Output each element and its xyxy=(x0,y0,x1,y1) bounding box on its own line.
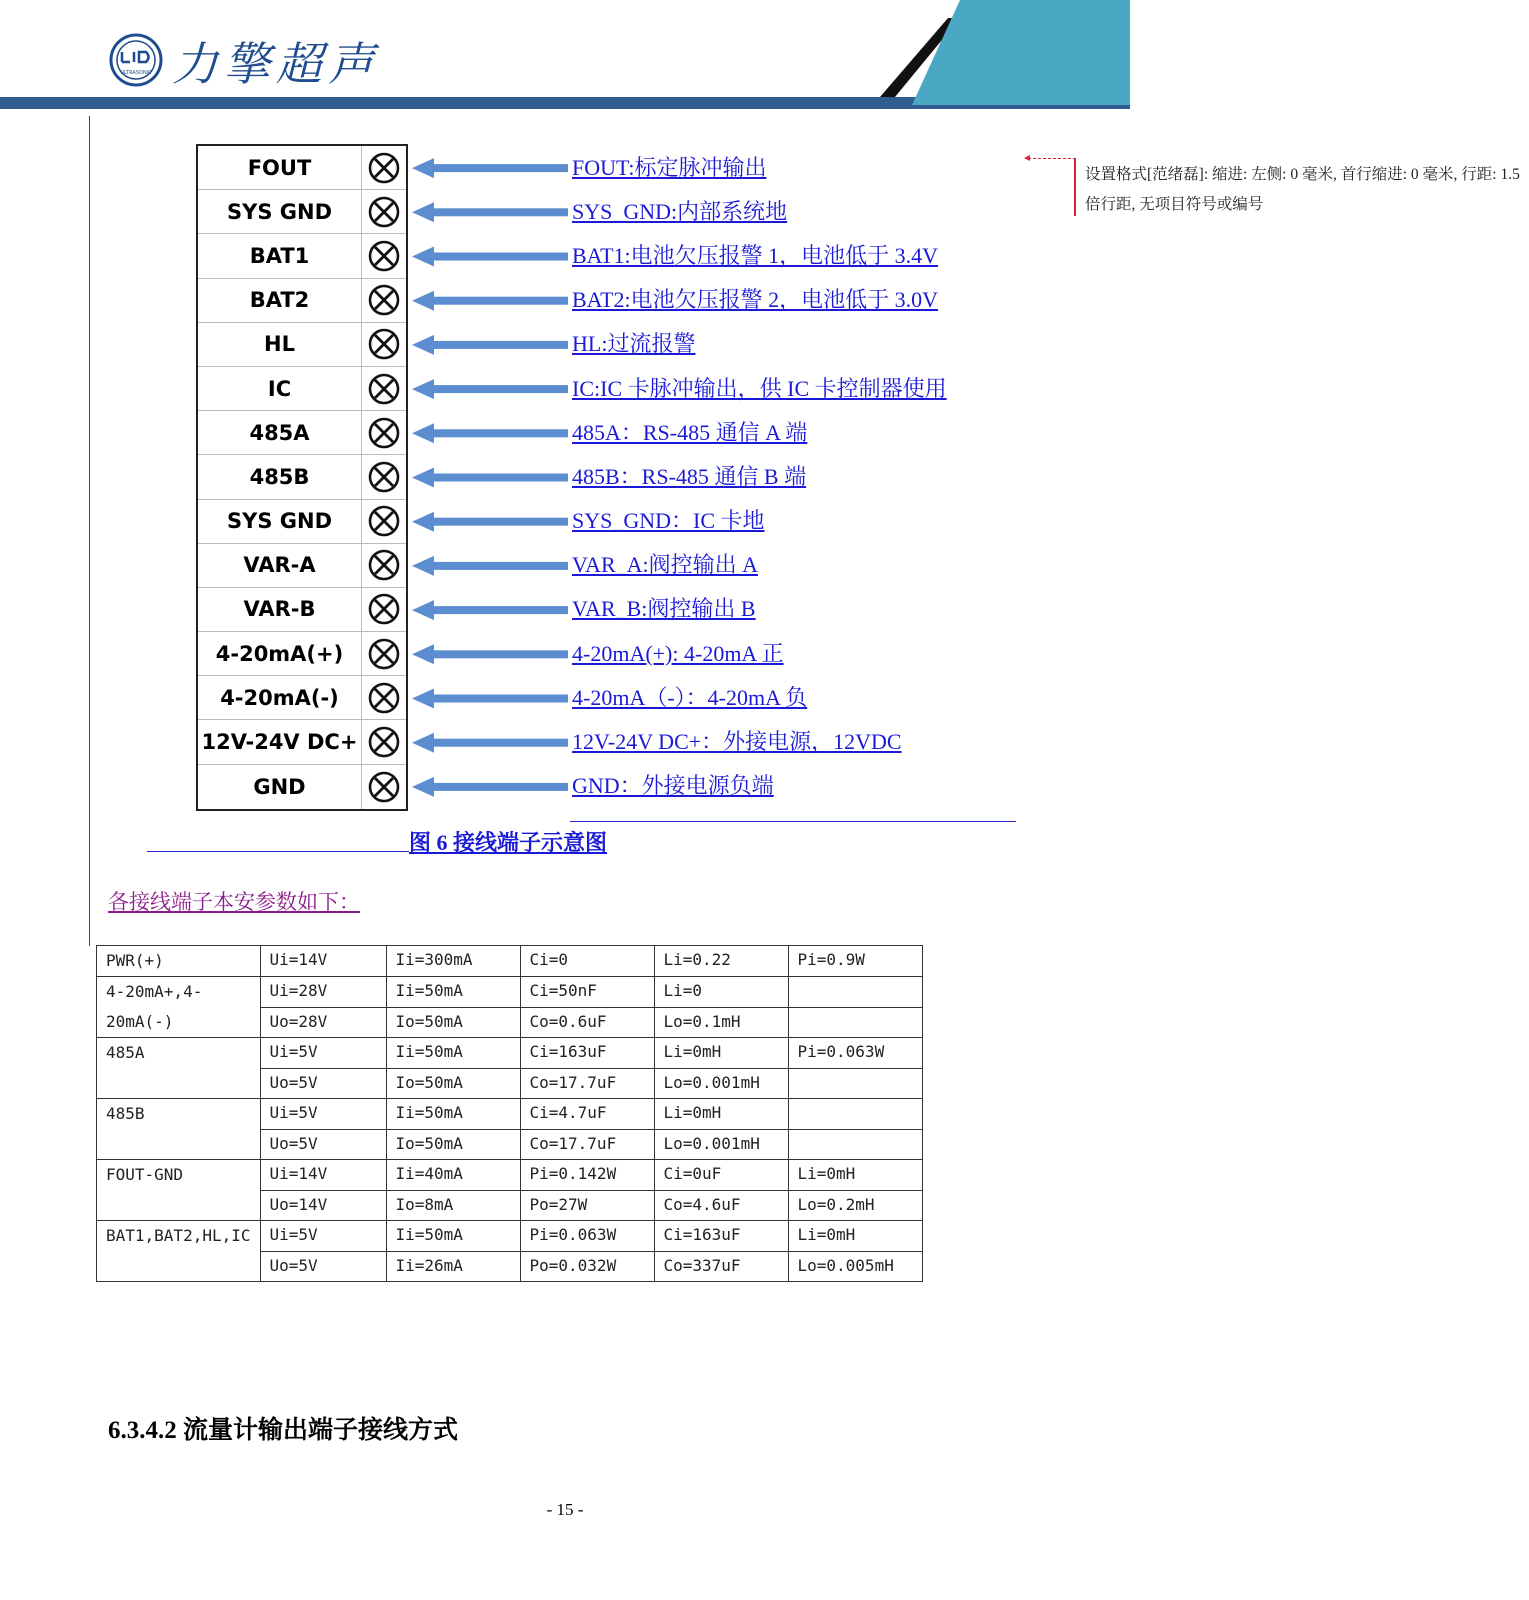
terminal-name-cell: PWR(+) xyxy=(97,946,261,977)
table-cell: Pi=0.142W xyxy=(520,1160,654,1191)
arrow-left-icon xyxy=(412,291,568,311)
terminal-description[interactable]: 12V-24V DC+：外接电源，12VDC xyxy=(572,729,902,755)
terminal-label: 485A xyxy=(198,411,362,454)
caption-rule-left xyxy=(147,851,409,852)
terminal-description[interactable]: VAR_B:阀控输出 B xyxy=(572,596,756,622)
arrow-left-icon xyxy=(412,777,568,797)
table-cell: Ii=50mA xyxy=(386,1221,520,1252)
table-cell xyxy=(788,1068,922,1099)
terminal-row xyxy=(198,544,406,588)
terminal-row xyxy=(198,411,406,455)
terminal-screw-icon xyxy=(362,367,406,410)
terminal-screw-icon xyxy=(362,190,406,233)
params-table xyxy=(96,945,923,1282)
table-cell: Li=0mH xyxy=(654,1099,788,1130)
table-cell: Lo=0.001mH xyxy=(654,1068,788,1099)
terminal-screw-icon xyxy=(362,146,406,189)
terminal-description[interactable]: VAR_A:阀控输出 A xyxy=(572,552,759,578)
table-cell: Pi=0.063W xyxy=(520,1221,654,1252)
params-subtitle: 各接线端子本安参数如下： xyxy=(108,890,360,914)
comment-bar xyxy=(1074,158,1076,216)
table-cell: Pi=0.063W xyxy=(788,1038,922,1069)
terminal-descriptions xyxy=(572,144,947,807)
terminal-row xyxy=(198,279,406,323)
table-cell: Ii=26mA xyxy=(386,1251,520,1282)
arrow-left-icon xyxy=(412,158,568,178)
table-cell: Co=17.7uF xyxy=(520,1068,654,1099)
logo-text: ULTRASONIC xyxy=(120,70,152,76)
terminal-label: HL xyxy=(198,323,362,366)
table-row xyxy=(97,946,923,977)
page-header xyxy=(0,0,1529,120)
company-logo-icon xyxy=(108,32,164,88)
table-cell: Li=0mH xyxy=(788,1221,922,1252)
table-cell: Co=17.7uF xyxy=(520,1129,654,1160)
terminal-label: GND xyxy=(198,765,362,809)
terminal-screw-icon xyxy=(362,632,406,675)
comment-connector xyxy=(1028,158,1076,159)
table-cell: Ci=163uF xyxy=(654,1221,788,1252)
table-cell xyxy=(788,977,922,1008)
table-cell: Ii=40mA xyxy=(386,1160,520,1191)
terminal-screw-icon xyxy=(362,323,406,366)
table-cell: Co=4.6uF xyxy=(654,1190,788,1221)
terminal-row xyxy=(198,720,406,764)
table-cell: Ii=50mA xyxy=(386,1099,520,1130)
table-cell: Co=337uF xyxy=(654,1251,788,1282)
terminal-row xyxy=(198,500,406,544)
terminal-name-cell: 485A xyxy=(97,1038,261,1099)
terminal-label: 485B xyxy=(198,455,362,498)
terminal-description[interactable]: HL:过流报警 xyxy=(572,331,696,357)
table-cell: Uo=5V xyxy=(260,1129,386,1160)
arrow-left-icon xyxy=(412,689,568,709)
terminal-screw-icon xyxy=(362,588,406,631)
table-cell: Li=0mH xyxy=(654,1038,788,1069)
terminal-label: 4-20mA(-) xyxy=(198,676,362,719)
terminal-label: BAT1 xyxy=(198,234,362,277)
table-cell: Lo=0.001mH xyxy=(654,1129,788,1160)
terminal-row xyxy=(198,588,406,632)
table-cell xyxy=(788,1099,922,1130)
arrow-left-icon xyxy=(412,202,568,222)
table-cell: Li=0.22 xyxy=(654,946,788,977)
table-cell: Ui=14V xyxy=(260,1160,386,1191)
terminal-row xyxy=(198,632,406,676)
table-cell: Ci=0 xyxy=(520,946,654,977)
terminal-description[interactable]: 485A：RS-485 通信 A 端 xyxy=(572,419,808,445)
brand-name: 力擎超声 xyxy=(172,37,380,91)
terminal-name-cell: 4-20mA+,4-20mA(-) xyxy=(97,977,261,1038)
arrow-left-icon xyxy=(412,335,568,355)
figure-caption: 图 6 接线端子示意图 xyxy=(409,830,608,855)
terminal-label: SYS GND xyxy=(198,190,362,233)
table-cell: Ii=50mA xyxy=(386,977,520,1008)
terminal-screw-icon xyxy=(362,455,406,498)
arrow-left-icon xyxy=(412,733,568,753)
arrow-left-icon xyxy=(412,468,568,488)
margin-line xyxy=(89,116,90,946)
table-cell: Io=50mA xyxy=(386,1068,520,1099)
table-cell: Ui=5V xyxy=(260,1038,386,1069)
arrow-left-icon xyxy=(412,247,568,267)
terminal-label: 12V-24V DC+ xyxy=(198,720,362,763)
table-row xyxy=(97,1221,923,1252)
terminal-row xyxy=(198,146,406,190)
terminal-screw-icon xyxy=(362,765,406,809)
terminal-block xyxy=(196,144,408,811)
table-cell: Ui=5V xyxy=(260,1221,386,1252)
table-cell: Po=0.032W xyxy=(520,1251,654,1282)
terminal-name-cell: FOUT-GND xyxy=(97,1160,261,1221)
caption-rule-right xyxy=(570,821,1016,822)
terminal-row xyxy=(198,234,406,278)
table-cell: Uo=5V xyxy=(260,1068,386,1099)
terminal-arrows xyxy=(410,144,570,807)
terminal-screw-icon xyxy=(362,720,406,763)
table-cell: Uo=28V xyxy=(260,1007,386,1038)
arrow-left-icon xyxy=(412,556,568,576)
terminal-screw-icon xyxy=(362,279,406,322)
terminal-description[interactable]: IC:IC 卡脉冲输出，供 IC 卡控制器使用 xyxy=(572,375,947,401)
table-cell: Uo=5V xyxy=(260,1251,386,1282)
arrow-left-icon xyxy=(412,423,568,443)
table-cell: Ii=50mA xyxy=(386,1038,520,1069)
terminal-row xyxy=(198,455,406,499)
page-number: - 15 - xyxy=(546,1500,584,1519)
terminal-screw-icon xyxy=(362,411,406,454)
table-cell: Pi=0.9W xyxy=(788,946,922,977)
table-row xyxy=(97,1038,923,1069)
terminal-label: BAT2 xyxy=(198,279,362,322)
table-cell xyxy=(788,1007,922,1038)
table-cell: Lo=0.2mH xyxy=(788,1190,922,1221)
terminal-description[interactable]: BAT2:电池欠压报警 2，电池低于 3.0V xyxy=(572,287,939,313)
table-cell: Po=27W xyxy=(520,1190,654,1221)
terminal-description[interactable]: SYS_GND:内部系统地 xyxy=(572,198,788,224)
arrow-left-icon xyxy=(412,644,568,664)
terminal-description[interactable]: GND：外接电源负端 xyxy=(572,773,774,799)
terminal-description[interactable]: BAT1:电池欠压报警 1，电池低于 3.4V xyxy=(572,242,939,268)
table-cell: Lo=0.005mH xyxy=(788,1251,922,1282)
terminal-screw-icon xyxy=(362,234,406,277)
table-cell: Ui=14V xyxy=(260,946,386,977)
table-cell xyxy=(788,1129,922,1160)
terminal-label: SYS GND xyxy=(198,500,362,543)
terminal-description[interactable]: 4-20mA（-）：4-20mA 负 xyxy=(572,684,808,710)
terminal-label: 4-20mA(+) xyxy=(198,632,362,675)
terminal-description[interactable]: FOUT:标定脉冲输出 xyxy=(572,154,767,180)
table-cell: Co=0.6uF xyxy=(520,1007,654,1038)
terminal-screw-icon xyxy=(362,500,406,543)
terminal-row xyxy=(198,323,406,367)
terminal-description[interactable]: 485B：RS-485 通信 B 端 xyxy=(572,463,807,489)
table-cell: Ui=28V xyxy=(260,977,386,1008)
terminal-name-cell: 485B xyxy=(97,1099,261,1160)
table-cell: Uo=14V xyxy=(260,1190,386,1221)
arrow-left-icon xyxy=(412,379,568,399)
table-cell: Ii=300mA xyxy=(386,946,520,977)
table-cell: Io=50mA xyxy=(386,1007,520,1038)
terminal-screw-icon xyxy=(362,544,406,587)
table-cell: Ui=5V xyxy=(260,1099,386,1130)
table-cell: Ci=163uF xyxy=(520,1038,654,1069)
terminal-screw-icon xyxy=(362,676,406,719)
terminal-row xyxy=(198,367,406,411)
terminal-row xyxy=(198,190,406,234)
terminal-row xyxy=(198,765,406,809)
arrow-left-icon xyxy=(412,600,568,620)
table-row xyxy=(97,1099,923,1130)
terminal-description[interactable]: 4-20mA(+): 4-20mA 正 xyxy=(572,640,784,666)
table-row xyxy=(97,1160,923,1191)
arrow-left-icon xyxy=(412,512,568,532)
terminal-label: FOUT xyxy=(198,146,362,189)
terminal-row xyxy=(198,676,406,720)
table-cell: Io=50mA xyxy=(386,1129,520,1160)
table-cell: Ci=0uF xyxy=(654,1160,788,1191)
table-cell: Li=0 xyxy=(654,977,788,1008)
terminal-name-cell: BAT1,BAT2,HL,IC xyxy=(97,1221,261,1282)
terminal-label: VAR-A xyxy=(198,544,362,587)
terminal-label: IC xyxy=(198,367,362,410)
terminal-label: VAR-B xyxy=(198,588,362,631)
section-heading: 6.3.4.2 流量计输出端子接线方式 xyxy=(108,1417,459,1444)
table-cell: Io=8mA xyxy=(386,1190,520,1221)
table-cell: Lo=0.1mH xyxy=(654,1007,788,1038)
table-cell: Li=0mH xyxy=(788,1160,922,1191)
table-cell: Ci=4.7uF xyxy=(520,1099,654,1130)
terminal-description[interactable]: SYS_GND：IC 卡地 xyxy=(572,508,765,534)
table-row xyxy=(97,977,923,1008)
comment-balloon[interactable]: 设置格式[范绪磊]: 缩进: 左侧: 0 毫米, 首行缩进: 0 毫米, 行距: 1.5 倍行距, 无项目符号或编号 xyxy=(1085,166,1520,213)
table-cell: Ci=50nF xyxy=(520,977,654,1008)
